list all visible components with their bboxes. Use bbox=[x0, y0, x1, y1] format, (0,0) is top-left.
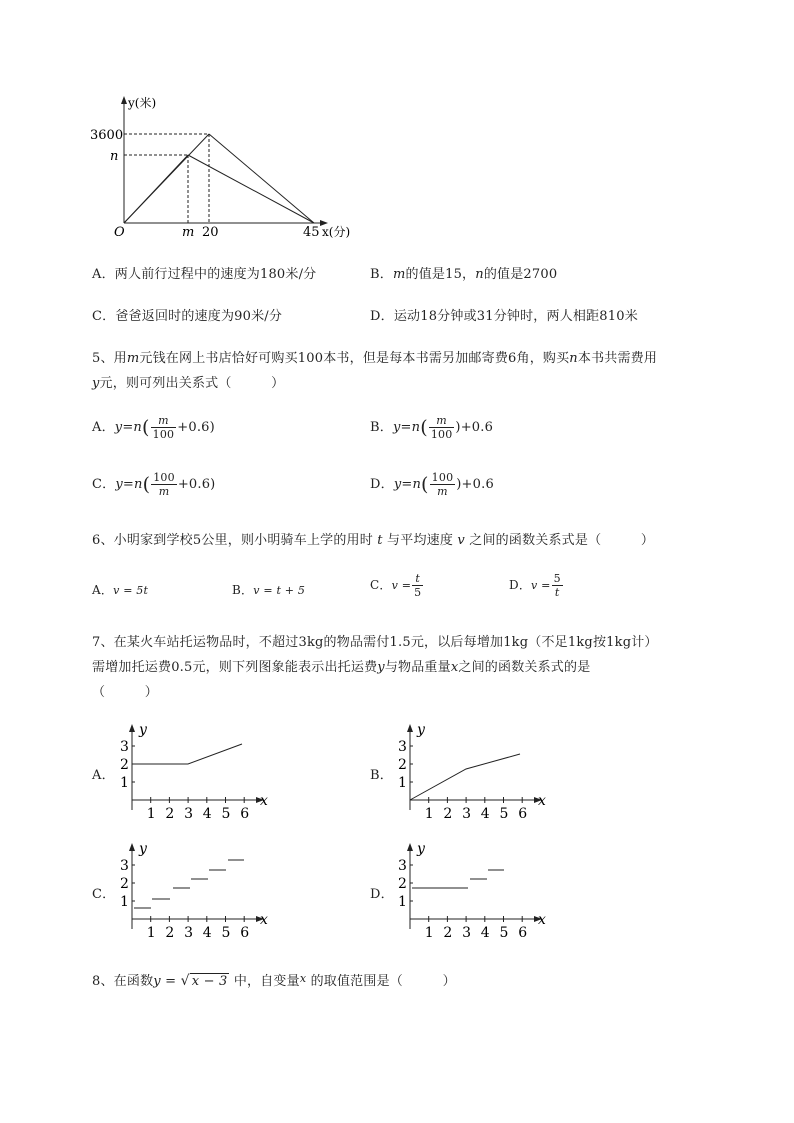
q6-stem: 6、小明家到学校5公里，则小明骑车上学的用时 t 与平均速度 v 之间的函数关系式是（ ） bbox=[92, 533, 655, 548]
x-tick-label: 5 bbox=[499, 806, 509, 822]
q6-option-a[interactable]: A．v = 5t bbox=[92, 583, 149, 597]
x-tick-label: 1 bbox=[146, 806, 156, 822]
q5-option-b[interactable]: B．y=n( $\frac{m}{100}$ )+0.6 bbox=[370, 414, 494, 441]
x-tick-label: 2 bbox=[443, 806, 453, 822]
x-tick-label: 1 bbox=[424, 806, 434, 822]
q8-stem: 8、在函数y = √ x − 3 中，自变量$^x$ 的取值范围是（ ） bbox=[92, 972, 456, 989]
line-son bbox=[124, 155, 188, 223]
q4-option-c[interactable]: C．爸爸返回时的速度为90米/分 bbox=[92, 309, 283, 324]
q7-option-b-label[interactable]: B． bbox=[370, 768, 393, 783]
distance-time-graph bbox=[90, 90, 440, 240]
x-tick-label: 1 bbox=[424, 925, 434, 941]
x-axis-label: x bbox=[538, 912, 546, 928]
y-axis-label: y(米) bbox=[128, 96, 157, 110]
q7-stem-line2: 需增加托运费0.5元，则下列图象能表示出托运费y与物品重量x之间的函数关系式的是 bbox=[92, 660, 591, 675]
x-tick-label: 4 bbox=[202, 925, 212, 941]
graph-b-line bbox=[410, 754, 520, 800]
y-tick-n: n bbox=[110, 149, 119, 164]
x-tick-label: 2 bbox=[165, 806, 175, 822]
x-tick-label: 5 bbox=[221, 806, 231, 822]
x-tick-label: 6 bbox=[240, 806, 250, 822]
q7-graph-a[interactable] bbox=[112, 724, 272, 824]
x-tick-label: 5 bbox=[221, 925, 231, 941]
y-axis-label: y bbox=[139, 841, 147, 857]
y-tick-label: 3 bbox=[120, 858, 129, 874]
x-tick-label: 2 bbox=[165, 925, 175, 941]
x-tick-label: 3 bbox=[462, 806, 472, 822]
q7-graph-b[interactable] bbox=[390, 724, 550, 824]
x-tick-label: 6 bbox=[240, 925, 250, 941]
y-axis-label: y bbox=[139, 722, 147, 738]
q4-option-b[interactable]: B．m的值是15，n的值是2700 bbox=[370, 267, 558, 282]
x-tick-m: m bbox=[182, 225, 195, 240]
x-axis-label: x bbox=[260, 912, 268, 928]
y-axis-arrow bbox=[121, 96, 127, 104]
q7-option-a-label[interactable]: A． bbox=[92, 768, 115, 783]
y-tick-label: 1 bbox=[398, 775, 407, 791]
y-tick-label: 3 bbox=[398, 858, 407, 874]
q5-option-c[interactable]: C．y=n( $\frac{100}{m}$ +0.6) bbox=[92, 471, 216, 498]
y-axis-label: y bbox=[417, 841, 425, 857]
x-tick-label: 1 bbox=[146, 925, 156, 941]
q7-stem-line1: 7、在某火车站托运物品时，不超过3kg的物品需付1.5元，以后每增加1kg（不足1kg按1kg计） bbox=[92, 635, 658, 650]
q5-option-d[interactable]: D．y=n( $\frac{100}{m}$ )+0.6 bbox=[370, 471, 494, 498]
y-axis-arrow bbox=[129, 843, 135, 851]
x-axis-label: x(分) bbox=[322, 225, 351, 239]
q5-stem-line2: y元，则可列出关系式（ ） bbox=[92, 376, 285, 391]
q5-option-a[interactable]: A．y=n( $\frac{m}{100}$ +0.6) bbox=[92, 414, 215, 441]
q7-option-d-label[interactable]: D． bbox=[370, 887, 394, 902]
x-tick-label: 2 bbox=[443, 925, 453, 941]
q7-graph-c[interactable] bbox=[112, 843, 272, 943]
x-tick-label: 6 bbox=[518, 806, 528, 822]
y-axis-arrow bbox=[407, 843, 413, 851]
x-tick-45: 45 bbox=[303, 225, 320, 240]
x-axis-label: x bbox=[260, 793, 268, 809]
y-tick-label: 2 bbox=[398, 876, 407, 892]
y-tick-label: 1 bbox=[120, 775, 129, 791]
x-axis-label: x bbox=[538, 793, 546, 809]
y-axis-label: y bbox=[417, 722, 425, 738]
x-tick-label: 5 bbox=[499, 925, 509, 941]
q7-option-c-label[interactable]: C． bbox=[92, 887, 116, 902]
x-tick-label: 3 bbox=[462, 925, 472, 941]
y-tick-label: 2 bbox=[120, 757, 129, 773]
y-tick-3600: 3600 bbox=[90, 128, 124, 143]
y-axis-arrow bbox=[407, 724, 413, 732]
graph-a-line bbox=[132, 744, 242, 764]
q6-option-d[interactable]: D．v = $\frac{5}{t}$ bbox=[509, 572, 561, 599]
y-tick-label: 1 bbox=[398, 894, 407, 910]
y-axis-arrow bbox=[129, 724, 135, 732]
x-tick-label: 4 bbox=[480, 925, 490, 941]
x-tick-label: 4 bbox=[202, 806, 212, 822]
x-tick-label: 3 bbox=[184, 806, 194, 822]
x-tick-20: 20 bbox=[202, 225, 219, 240]
y-tick-label: 3 bbox=[398, 739, 407, 755]
x-tick-label: 6 bbox=[518, 925, 528, 941]
y-tick-label: 2 bbox=[120, 876, 129, 892]
y-tick-label: 2 bbox=[398, 757, 407, 773]
q4-option-a[interactable]: A．两人前行过程中的速度为180米/分 bbox=[92, 267, 317, 282]
q5-stem-line1: 5、用m元钱在网上书店恰好可购买100本书，但是每本书需另加邮寄费6角，购买n本书共需费用 bbox=[92, 351, 658, 366]
origin-label: O bbox=[114, 225, 125, 240]
q4-option-d[interactable]: D．运动18分钟或31分钟时，两人相距810米 bbox=[370, 309, 638, 324]
q6-option-b[interactable]: B．v = t + 5 bbox=[232, 583, 306, 597]
y-tick-label: 1 bbox=[120, 894, 129, 910]
q7-graph-d[interactable] bbox=[390, 843, 550, 943]
x-tick-label: 3 bbox=[184, 925, 194, 941]
q7-stem-line3: （ ） bbox=[92, 685, 159, 700]
y-tick-label: 3 bbox=[120, 739, 129, 755]
x-tick-label: 4 bbox=[480, 806, 490, 822]
q6-option-c[interactable]: C．v = $\frac{t}{5}$ bbox=[370, 572, 422, 599]
